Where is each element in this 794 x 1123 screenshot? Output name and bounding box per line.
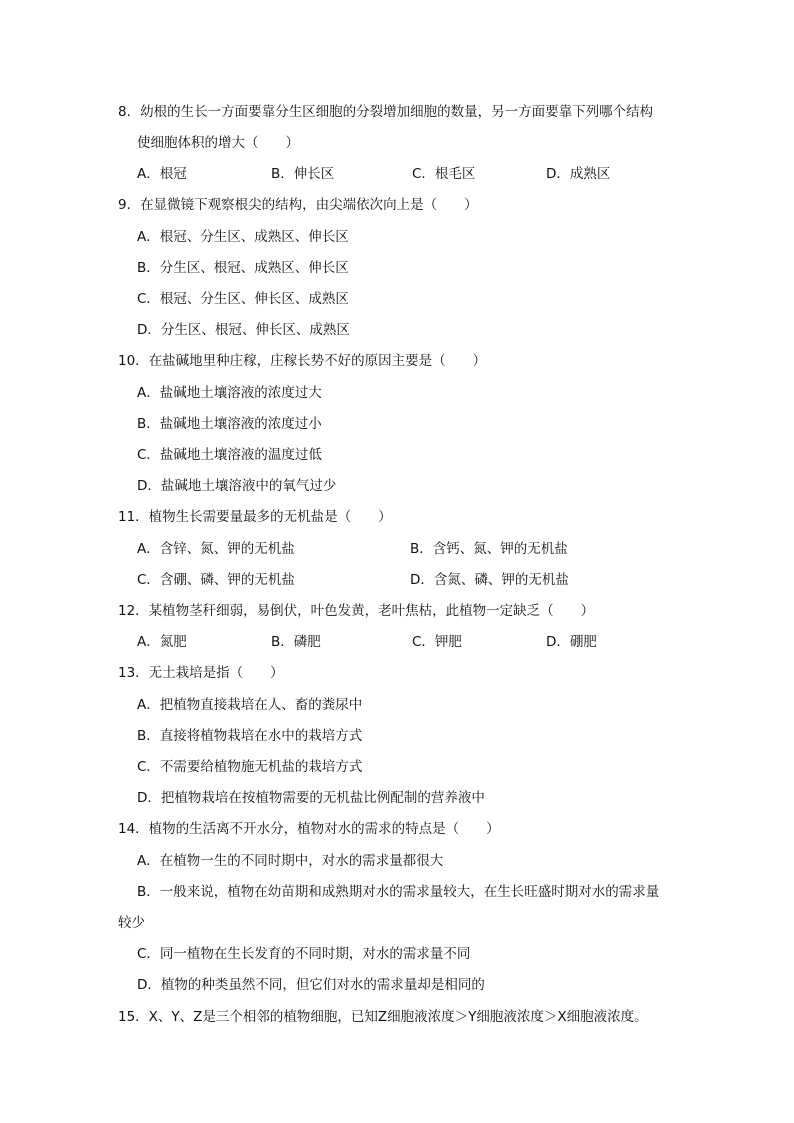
question-12-stem: 12．某植物茎秆细弱，易倒伏，叶色发黄，老叶焦枯，此植物一定缺乏（ ）	[118, 603, 595, 619]
question-13-option-c: C．不需要给植物施无机盐的栽培方式	[137, 759, 363, 775]
question-13-option-a: A．把植物直接栽培在人、畜的粪尿中	[137, 697, 363, 713]
question-14-option-a: A．在植物一生的不同时期中，对水的需求量都很大	[137, 853, 444, 869]
question-8-option-b: B．伸长区	[271, 166, 335, 182]
question-14-option-b: B．一般来说，植物在幼苗期和成熟期对水的需求量较大，在生长旺盛时期对水的需求量	[137, 884, 660, 900]
question-8-stem: 8．幼根的生长一方面要靠分生区细胞的分裂增加细胞的数量，另一方面要靠下列哪个结构	[118, 104, 654, 120]
question-8-option-a: A．根冠	[137, 166, 187, 182]
question-8-option-d: D．成熟区	[546, 166, 611, 182]
question-14-option-c: C．同一植物在生长发育的不同时期，对水的需求量不同	[137, 946, 471, 962]
question-11-option-b: B．含钙、氮、钾的无机盐	[410, 541, 568, 557]
question-10-option-b: B．盐碱地土壤溶液的浓度过小	[137, 416, 322, 432]
question-13-option-b: B．直接将植物栽培在水中的栽培方式	[137, 728, 363, 744]
question-11-option-d: D．含氮、磷、钾的无机盐	[410, 572, 569, 588]
question-9-stem: 9．在显微镜下观察根尖的结构，由尖端依次向上是（ ）	[118, 197, 478, 213]
question-9-option-c: C．根冠、分生区、伸长区、成熟区	[137, 291, 349, 307]
question-9-option-d: D．分生区、根冠、伸长区、成熟区	[137, 322, 350, 338]
question-12-option-c: C．钾肥	[412, 634, 462, 650]
question-10-stem: 10．在盐碱地里种庄稼，庄稼长势不好的原因主要是（ ）	[118, 353, 487, 369]
question-14-option-d: D．植物的种类虽然不同，但它们对水的需求量却是相同的	[137, 977, 485, 993]
question-13-option-d: D．把植物栽培在按植物需要的无机盐比例配制的营养液中	[137, 790, 485, 806]
question-8-stem-continued: 使细胞体积的增大（ ）	[137, 135, 299, 151]
question-10-option-c: C．盐碱地土壤溶液的温度过低	[137, 447, 322, 463]
question-15-stem: 15．X、Y、Z是三个相邻的植物细胞，已知Z细胞液浓度＞Y细胞液浓度＞X细胞液浓度。	[118, 1009, 648, 1025]
question-8-option-c: C．根毛区	[412, 166, 476, 182]
question-12-option-b: B．磷肥	[271, 634, 321, 650]
question-12-option-a: A．氮肥	[137, 634, 187, 650]
question-9-option-b: B．分生区、根冠、成熟区、伸长区	[137, 260, 349, 276]
question-12-option-d: D．硼肥	[546, 634, 597, 650]
question-11-stem: 11．植物生长需要量最多的无机盐是（ ）	[118, 509, 392, 525]
question-9-option-a: A．根冠、分生区、成熟区、伸长区	[137, 229, 349, 245]
question-11-option-a: A．含锌、氮、钾的无机盐	[137, 541, 295, 557]
question-14-option-b-continued: 较少	[118, 915, 145, 931]
question-13-stem: 13．无土栽培是指（ ）	[118, 665, 284, 681]
question-10-option-d: D．盐碱地土壤溶液中的氧气过少	[137, 478, 337, 494]
question-14-stem: 14．植物的生活离不开水分，植物对水的需求的特点是（ ）	[118, 821, 500, 837]
question-11-option-c: C．含硼、磷、钾的无机盐	[137, 572, 295, 588]
question-10-option-a: A．盐碱地土壤溶液的浓度过大	[137, 385, 322, 401]
